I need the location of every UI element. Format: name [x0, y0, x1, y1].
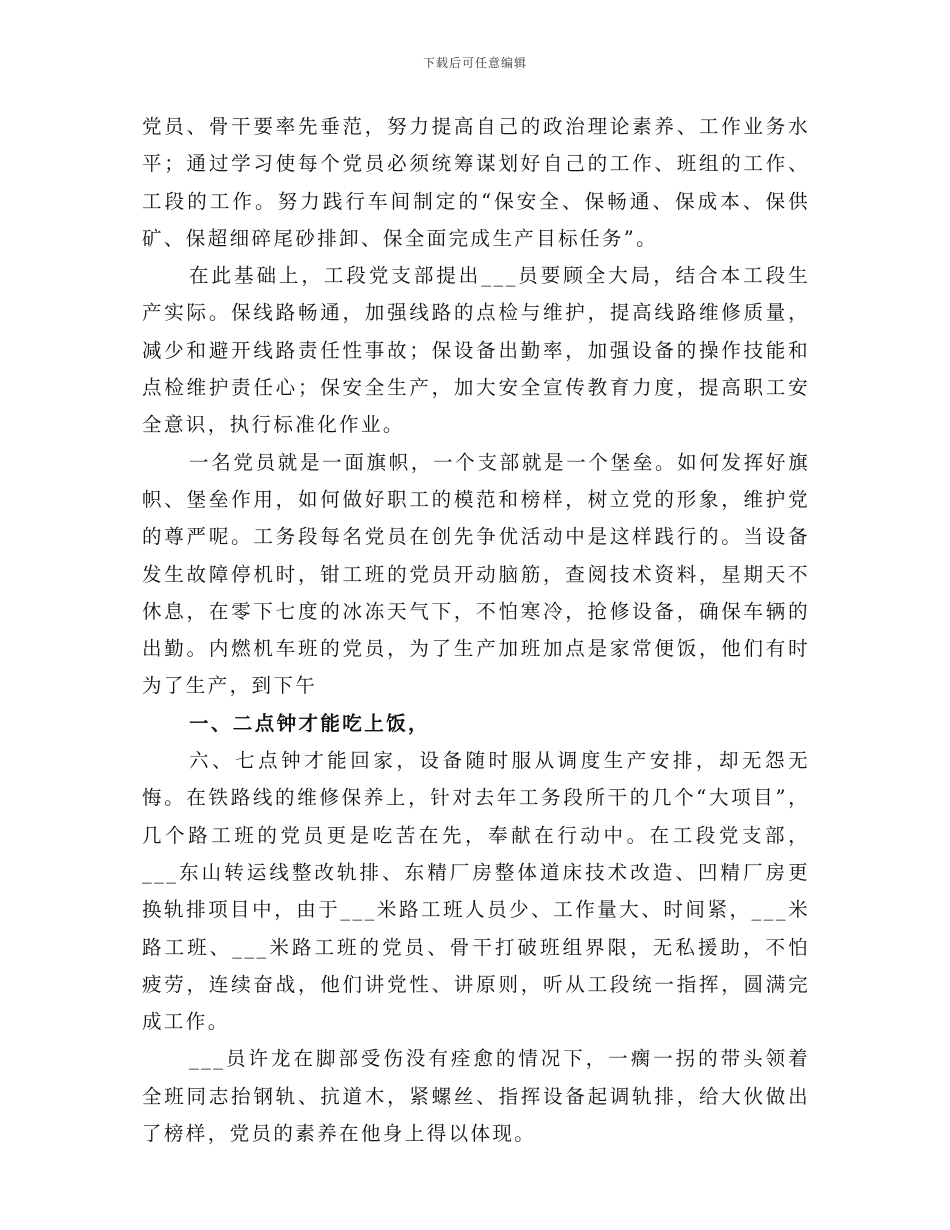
paragraph-1: 党员、骨干要率先垂范，努力提高自己的政治理论素养、工作业务水平；通过学习使每个党员必须统筹谋划好自己的工作、班组的工作、工段的工作。努力践行车间制定的“保安全、保畅通、保成本、保供矿、保超细碎尾砂排卸、保全面完成生产目标任务”。 — [142, 115, 810, 250]
paragraph-4: 六、七点钟才能回家，设备随时服从调度生产安排，却无怨无悔。在铁路线的维修保养上，针对去年工务段所干的几个“大项目”，几个路工班的党员更是吃苦在先，奉献在行动中。在工段党支部，___东山转运线整改轨排、东精厂房整体道床技术改造、凹精厂房更换轨排项目中，由于___米路工班人员少、工作量大、时间紧，___米路工班、___米路工班的党员、骨干打破班组界限，无私援助，不怕疲劳，连续奋战，他们讲党性、讲原则，听从工段统一指挥，圆满完成工作。 — [142, 749, 810, 1034]
page-header: 下载后可任意编辑 — [422, 56, 527, 70]
document-body — [142, 108, 810, 1152]
paragraph-3: 一名党员就是一面旗帜，一个支部就是一个堡垒。如何发挥好旗帜、堡垒作用，如何做好职工的模范和榜样，树立党的形象，维护党的尊严呢。工务段每名党员在创先争优活动中是这样践行的。当设备发生故障停机时，钳工班的党员开动脑筋，查阅技术资料，星期天不休息，在零下七度的冰冻天气下，不怕寒冷，抢修设备，确保车辆的出勤。内燃机车班的党员，为了生产加班加点是家常便饭，他们有时为了生产，到下午 — [142, 450, 810, 698]
paragraph-2: 在此基础上，工段党支部提出___员要顾全大局，结合本工段生产实际。保线路畅通，加强线路的点检与维护，提高线路维修质量，减少和避开线路责任性事故；保设备出勤率，加强设备的操作技能和点检维护责任心；保安全生产，加大安全宣传教育力度，提高职工安全意识，执行标准化作业。 — [142, 264, 810, 437]
section-heading: 一、二点钟才能吃上饭， — [189, 711, 430, 735]
paragraph-5: ___员许龙在脚部受伤没有痊愈的情况下，一瘸一拐的带头领着全班同志抬钢轨、抗道木，紧螺丝、指挥设备起调轨排，给大伙做出了榜样，党员的素养在他身上得以体现。 — [142, 1047, 810, 1146]
